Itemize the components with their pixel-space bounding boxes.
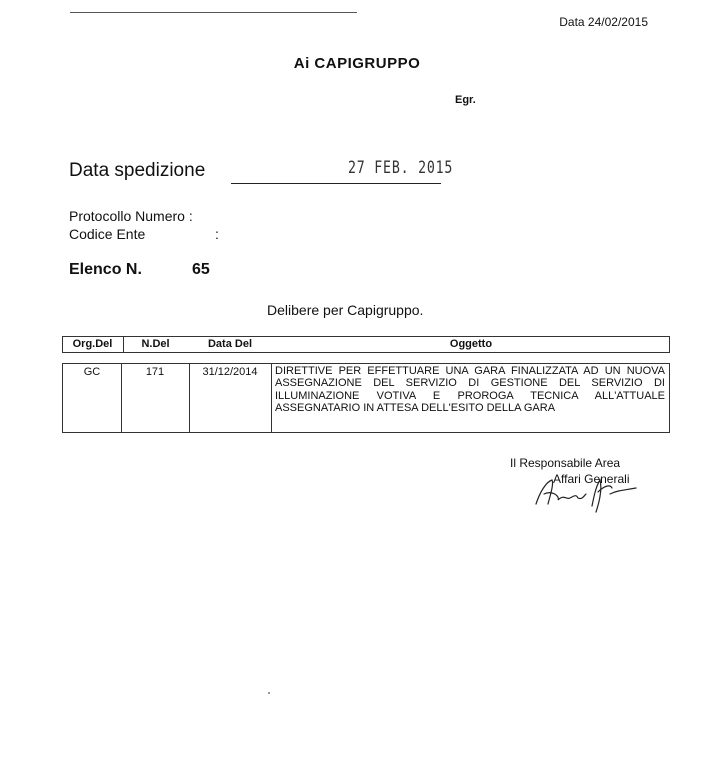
recipient-salutation: Egr. — [455, 94, 476, 106]
header-n-del: N.Del — [141, 338, 170, 350]
row-divider — [271, 364, 272, 432]
shipping-date-stamp: 27 FEB. 2015 — [348, 158, 454, 178]
header-org-del: Org.Del — [72, 338, 113, 350]
cell-org-del: GC — [83, 366, 101, 378]
cell-oggetto: DIRETTIVE PER EFFETTUARE UNA GARA FINALIZZATA AD UN NUOVA ASSEGNAZIONE DEL SERVIZIO DI GESTIONE DEL SERVIZIO DI ILLUMINAZIONE VOTIVA E PROROGA TECNICA ALL'ATTUALE ASSEGNATARIO IN ATTESA DELL'ESITO DELLA GARA — [275, 365, 665, 415]
signatory-department: Affari Generali — [553, 472, 630, 486]
list-number: 65 — [192, 261, 210, 278]
cell-n-del: 171 — [145, 366, 165, 378]
header-data-del: Data Del — [207, 338, 253, 350]
shipping-date-label: Data spedizione — [69, 160, 206, 181]
speck — [268, 692, 270, 694]
table-row — [62, 363, 670, 433]
entity-code-label: Codice Ente — [69, 226, 146, 242]
list-label: Elenco N. — [69, 261, 142, 278]
cell-data-del: 31/12/2014 — [202, 366, 258, 378]
top-rule — [70, 12, 357, 13]
document-date: Data 24/02/2015 — [559, 15, 648, 29]
header-oggetto: Oggetto — [449, 338, 493, 350]
protocol-number-label: Protocollo Numero : — [69, 208, 193, 224]
entity-code-colon: : — [215, 226, 219, 242]
table-header — [62, 336, 670, 353]
handwritten-signature-icon — [530, 470, 640, 515]
shipping-date-line — [231, 183, 441, 184]
document-subtitle: Delibere per Capigruppo. — [267, 302, 424, 318]
document-title: Ai CAPIGRUPPO — [293, 55, 421, 72]
signatory-title: Il Responsabile Area — [510, 456, 621, 470]
